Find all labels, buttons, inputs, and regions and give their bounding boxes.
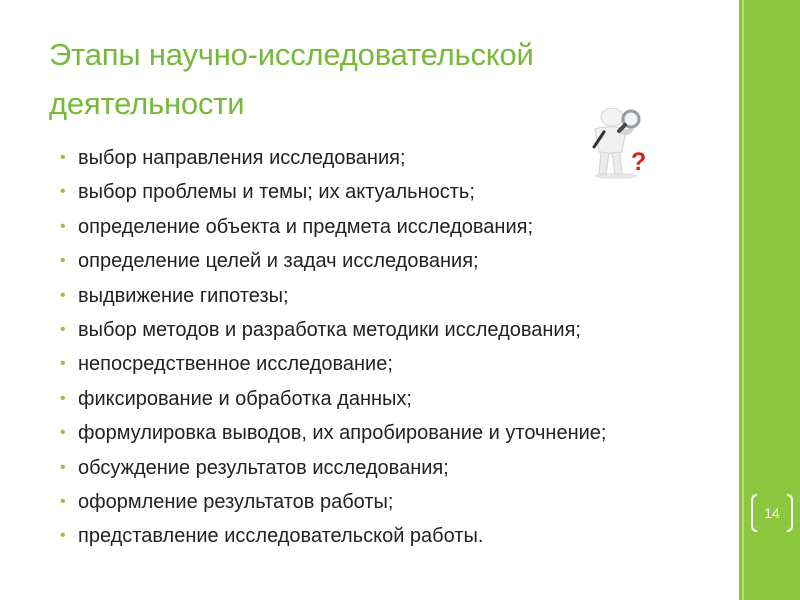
list-item-text: непосредственное исследование; bbox=[78, 353, 393, 376]
list-item-text: выдвижение гипотезы; bbox=[78, 284, 289, 307]
list-item-text: фиксирование и обработка данных; bbox=[78, 387, 412, 410]
list-item bbox=[60, 386, 710, 412]
bullet-icon: • bbox=[60, 217, 66, 235]
bullet-icon: • bbox=[60, 252, 66, 270]
list-item-text: выбор проблемы и темы; их актуальность; bbox=[78, 181, 475, 204]
list-item-text: выбор методов и разработка методики исследования; bbox=[78, 318, 581, 341]
person-with-magnifier-question-icon bbox=[582, 108, 654, 182]
bullet-icon: • bbox=[60, 286, 66, 304]
list-item bbox=[60, 489, 710, 515]
bullet-icon: • bbox=[60, 149, 66, 166]
bullet-icon: • bbox=[60, 527, 66, 545]
slide-title: Этапы научно-исследовательской деятельности bbox=[49, 37, 534, 121]
list-item bbox=[60, 351, 710, 377]
svg-text:?: ? bbox=[631, 148, 647, 176]
stages-list bbox=[60, 145, 710, 558]
bullet-icon: • bbox=[60, 458, 66, 476]
list-item bbox=[60, 420, 710, 446]
list-item bbox=[60, 317, 710, 343]
bullet-icon: • bbox=[60, 389, 66, 407]
list-item-text: представление исследовательской работы. bbox=[78, 525, 484, 548]
list-item bbox=[60, 455, 710, 481]
page-number: 14 bbox=[764, 505, 780, 521]
list-item-text: оформление результатов работы; bbox=[78, 490, 394, 513]
list-item bbox=[60, 179, 710, 205]
list-item bbox=[60, 248, 710, 274]
bullet-icon: • bbox=[60, 320, 66, 338]
list-item bbox=[60, 523, 710, 549]
list-item-text: формулировка выводов, их апробирование и уточнение; bbox=[78, 422, 607, 445]
list-item-text: определение целей и задач исследования; bbox=[78, 250, 479, 273]
list-item bbox=[60, 214, 710, 240]
list-item-text: выбор направления исследования; bbox=[78, 147, 406, 169]
list-item-text: определение объекта и предмета исследования; bbox=[78, 215, 534, 238]
bullet-icon: • bbox=[60, 492, 66, 510]
side-accent-line bbox=[742, 0, 744, 600]
bullet-icon: • bbox=[60, 355, 66, 373]
list-item bbox=[60, 283, 710, 309]
list-item-text: обсуждение результатов исследования; bbox=[78, 456, 449, 479]
bullet-icon: • bbox=[60, 424, 66, 442]
bullet-icon: • bbox=[60, 183, 66, 201]
